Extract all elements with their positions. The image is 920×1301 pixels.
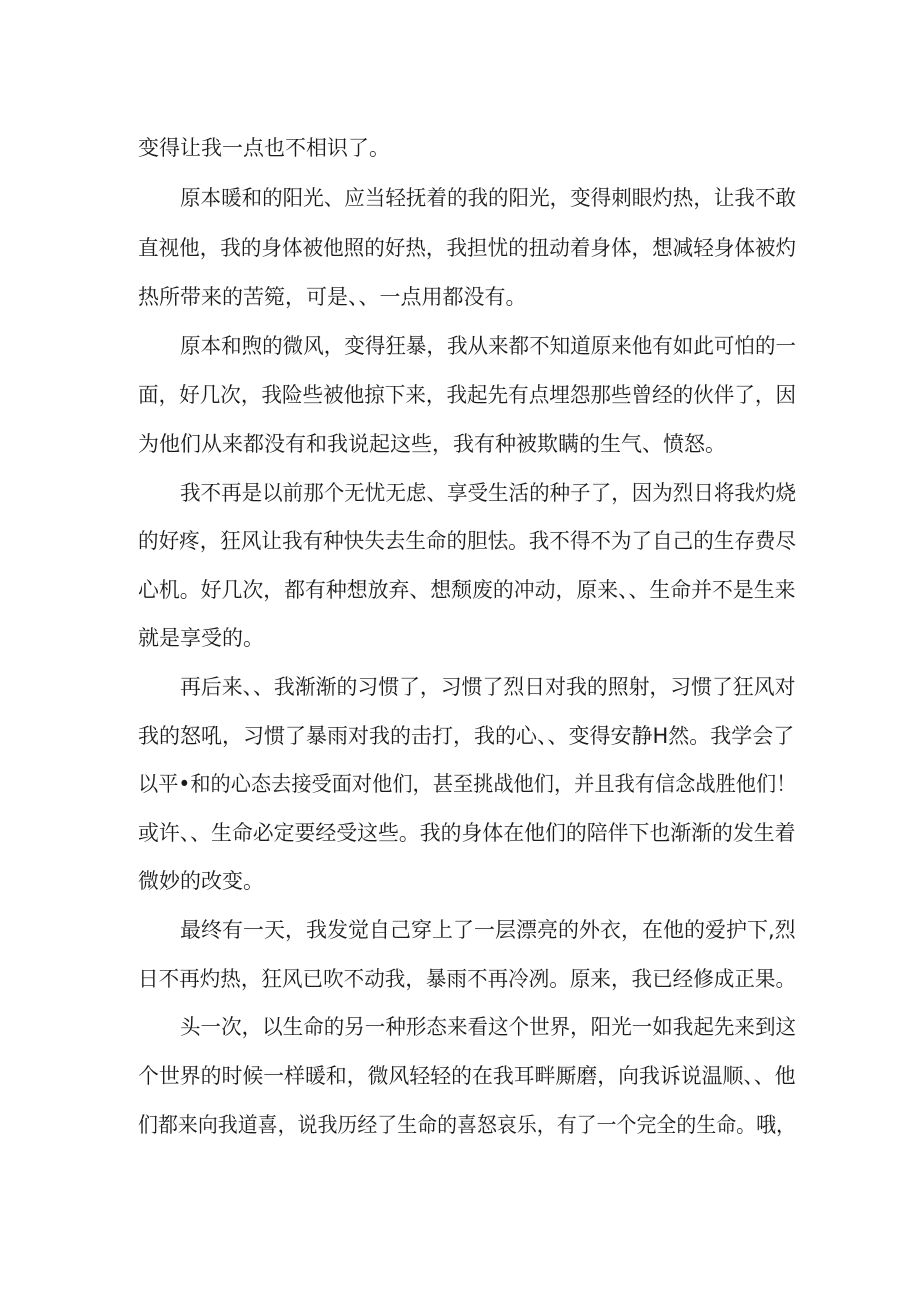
text-line: 微妙的改变。 (138, 869, 264, 893)
text-line: 就是享受的。 (138, 626, 264, 650)
text-line: 热所带来的苦箢，可是、、一点用都没有。 (138, 285, 527, 309)
text-line: 日不再灼热，狂风已吹不动我，暴雨不再冷冽。原来，我已经修成正果。 (138, 967, 797, 991)
text-line: 再后来、、我渐渐的习惯了，习惯了烈日对我的照射，习惯了狂风对 (180, 675, 796, 699)
text-line: 头一次，以生命的另一种形态来看这个世界，阳光一如我起先来到这 (180, 1015, 797, 1039)
text-line: 原本和煦的微风，变得狂暴，我从来都不知道原来他有如此可怕的一 (180, 334, 797, 358)
text-line: 我不再是以前那个无忧无虑、享受生活的种子了，因为烈日将我灼烧 (180, 481, 797, 505)
text-line: 个世界的时候一样暖和，微风轻轻的在我耳畔厮磨，向我诉说温顺、、他 (138, 1064, 796, 1088)
text-line: 面，好几次，我险些被他掠下来，我起先有点埋怨那些曾经的伙伴了，因 (138, 383, 797, 407)
text-line: 变得让我一点也不相识了。 (138, 136, 390, 160)
text-line: 们都来向我道喜，说我历经了生命的喜怒哀乐，有了一个完全的生命。哦， (138, 1113, 797, 1137)
text-line: 原本暖和的阳光、应当轻抚着的我的阳光，变得刺眼灼热，让我不敢 (180, 186, 797, 210)
text-line: 的好疼，狂风让我有种快失去生命的胆怯。我不得不为了自己的生存费尽 (138, 529, 797, 553)
text-line: 为他们从来都没有和我说起这些，我有种被欺瞒的生气、愤怒。 (138, 432, 726, 456)
text-line: 直视他，我的身体被他照的好热，我担忧的扭动着身体，想减轻身体被灼 (138, 236, 797, 260)
text-line: 或许、、生命必定要经受这些。我的身体在他们的陪伴下也渐渐的发生着 (138, 821, 796, 845)
text-line: 我的怒吼，习惯了暴雨对我的击打，我的心、、变得安静H然。我学会了 (138, 724, 795, 748)
text-line: 以平•和的心态去接受面对他们，甚至挑战他们，并且我有信念战胜他们！ (138, 772, 797, 796)
text-line: 心机。好几次，都有种想放弃、想颓废的冲动，原来、、生命并不是生来 (138, 578, 796, 602)
text-line: 最终有一天，我发觉自己穿上了一层漂亮的外衣，在他的爱护下,烈 (180, 918, 796, 942)
